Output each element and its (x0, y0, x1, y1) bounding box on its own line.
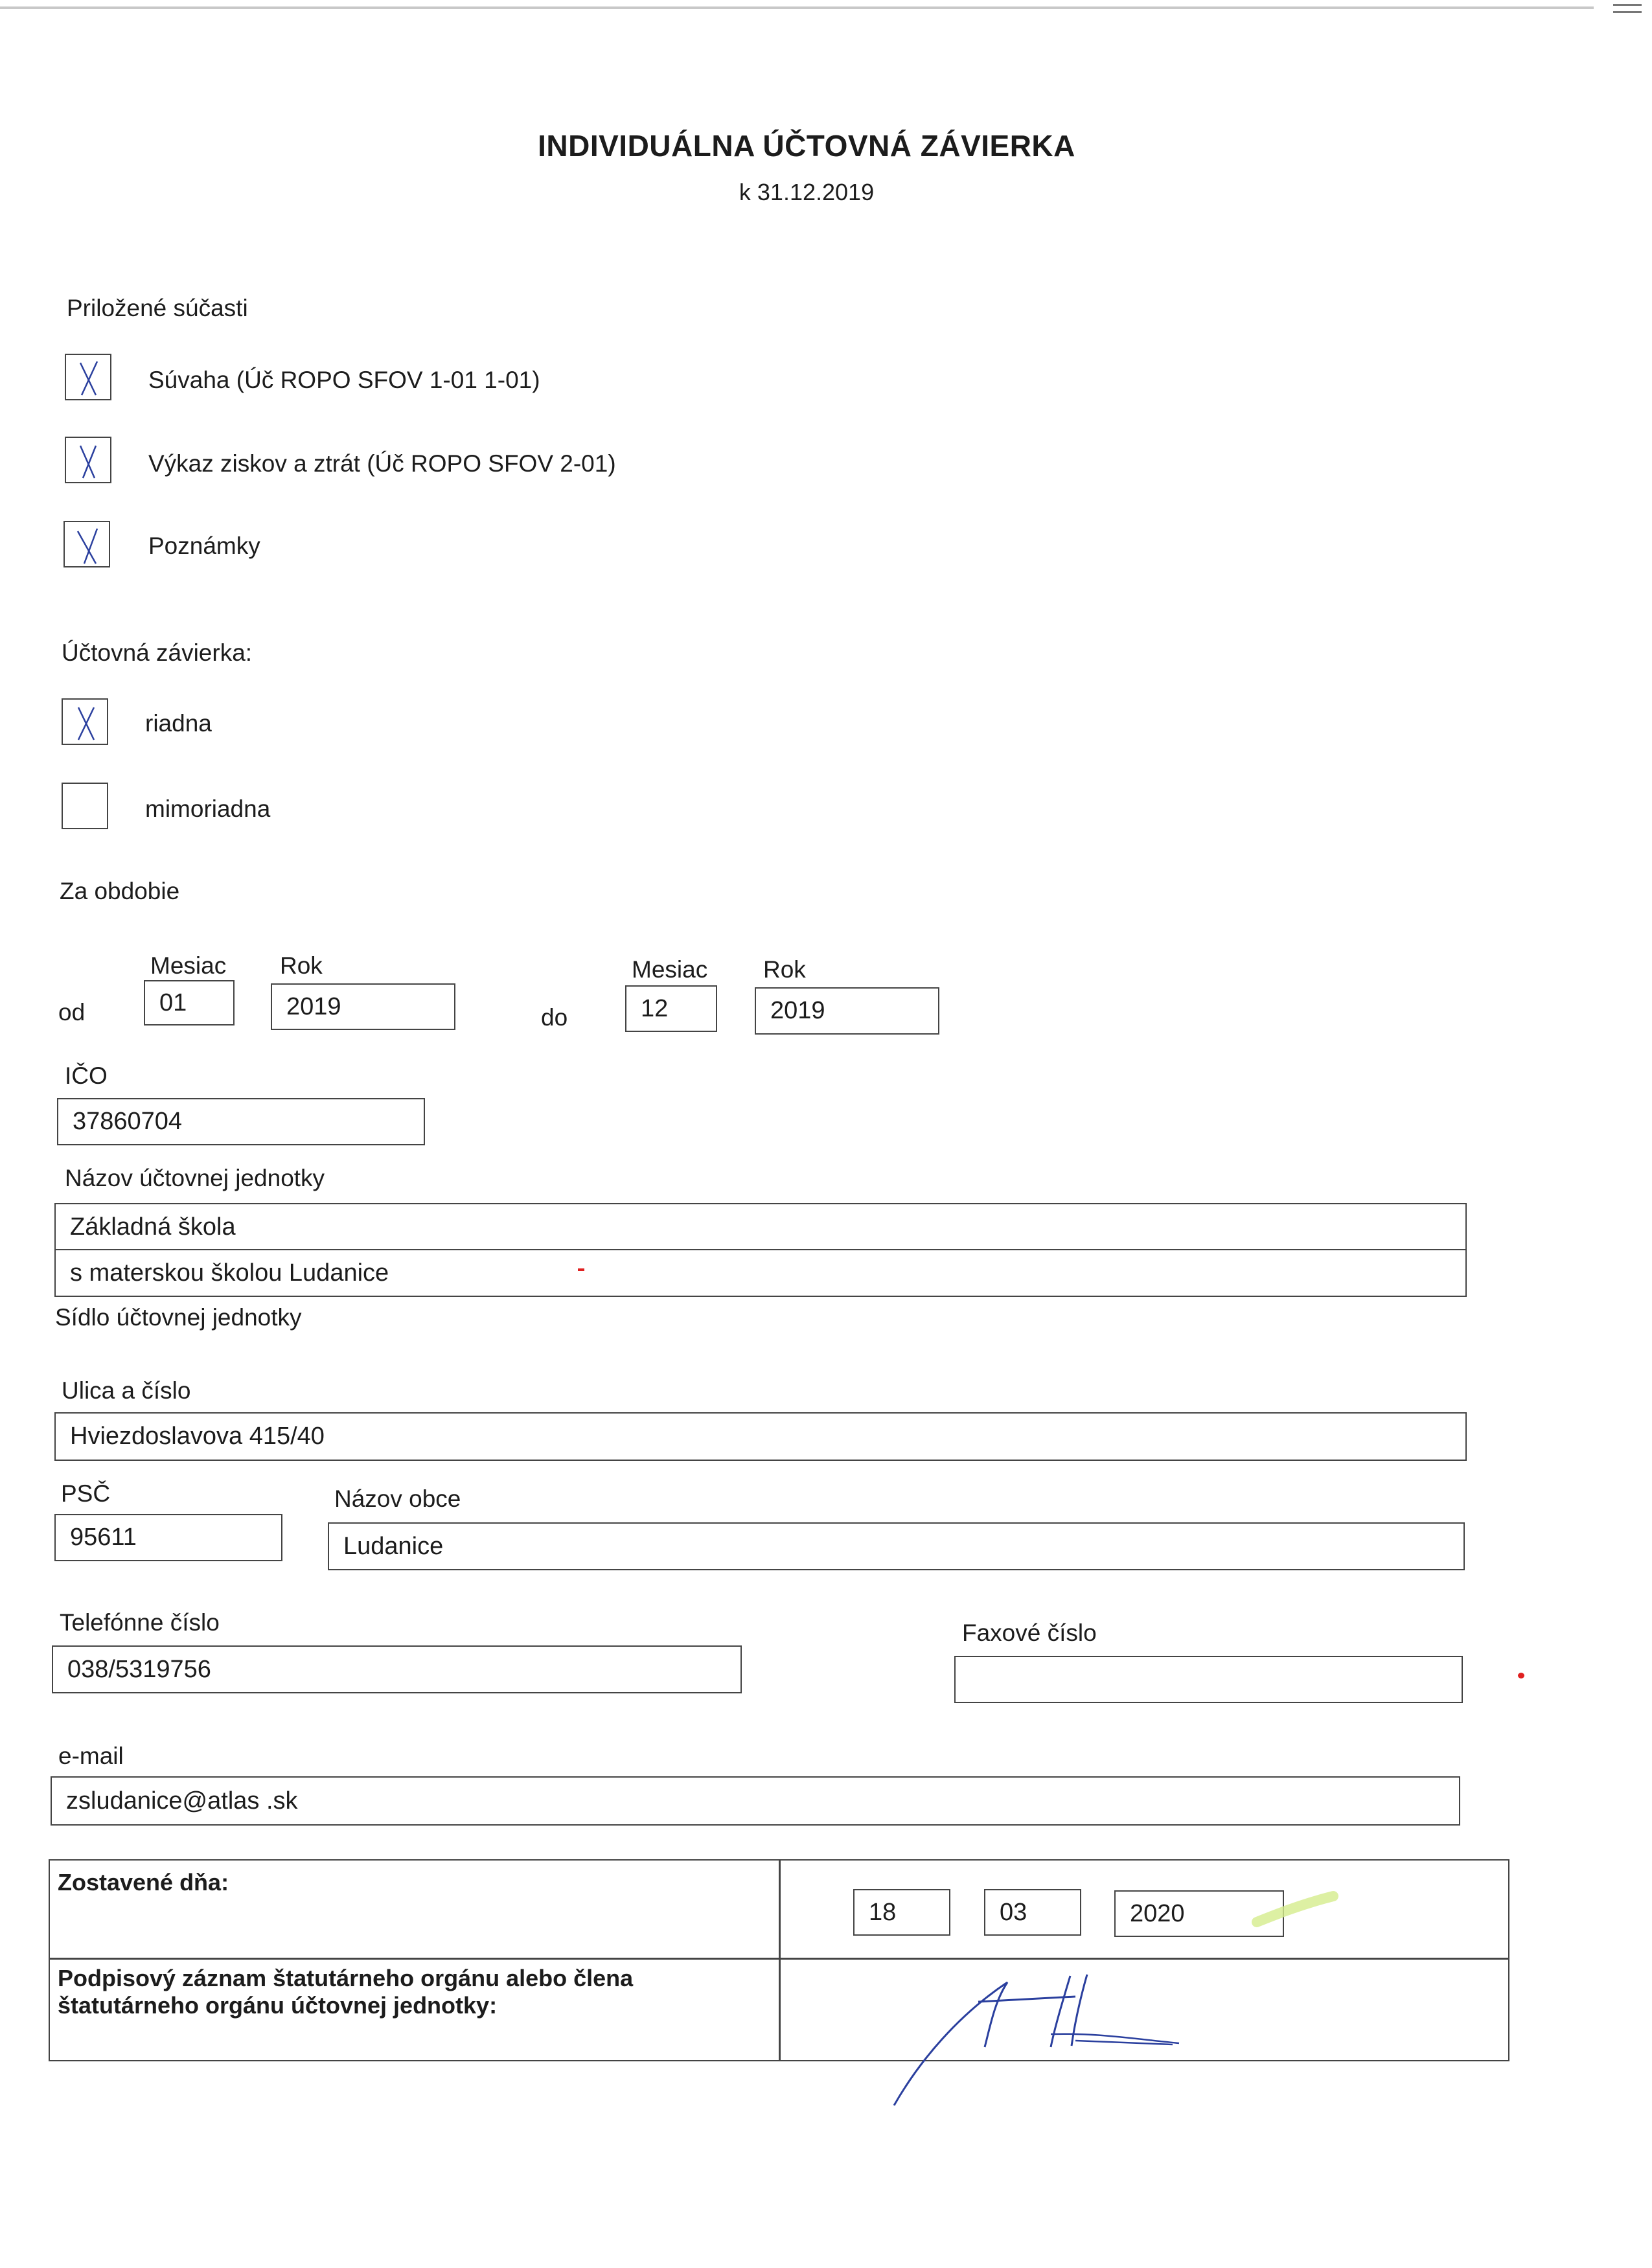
signature-label-line2: štatutárneho orgánu účtovnej jednotky: (58, 1992, 498, 2019)
compiled-day-field[interactable]: 18 (853, 1889, 950, 1936)
municipality-label: Názov obce (334, 1485, 461, 1512)
checkbox-label-mimoriadna: mimoriadna (145, 796, 271, 822)
to-month-field[interactable]: 12 (625, 985, 717, 1032)
check-x-icon (66, 355, 113, 402)
red-speck (1518, 1673, 1524, 1678)
from-year-label: Rok (280, 952, 323, 979)
email-label: e-mail (58, 1743, 124, 1769)
checkbox-label-riadna: riadna (145, 710, 212, 737)
ico-label: IČO (65, 1062, 108, 1089)
compiled-month-field[interactable]: 03 (984, 1889, 1081, 1936)
psc-field[interactable]: 95611 (54, 1514, 282, 1561)
check-x-icon (63, 700, 109, 746)
municipality-field[interactable]: Ludanice (328, 1522, 1465, 1570)
checkbox-label-vykaz: Výkaz ziskov a ztrát (Úč ROPO SFOV 2-01) (148, 450, 616, 477)
to-label: do (541, 1004, 568, 1031)
attachments-heading: Priložené súčasti (67, 295, 248, 321)
handwritten-signature (881, 1956, 1218, 2125)
signature-label-line1: Podpisový záznam štatutárneho orgánu alebo člena (58, 1965, 634, 1991)
entity-name-line2-field[interactable]: s materskou školou Ludanice (54, 1249, 1467, 1297)
from-year-field[interactable]: 2019 (271, 983, 455, 1030)
check-x-icon (65, 522, 111, 569)
checkbox-vykaz[interactable] (65, 437, 111, 483)
seat-label: Sídlo účtovnej jednotky (55, 1304, 302, 1331)
document-subtitle: k 31.12.2019 (739, 179, 875, 205)
ico-field[interactable]: 37860704 (57, 1098, 425, 1145)
email-field[interactable]: zsludanice@atlas .sk (51, 1776, 1460, 1826)
fax-field[interactable] (954, 1656, 1463, 1703)
period-heading: Za obdobie (60, 878, 180, 904)
table-divider-vertical (779, 1861, 781, 2060)
to-month-label: Mesiac (632, 956, 708, 983)
street-label: Ulica a číslo (62, 1377, 191, 1404)
checkbox-label-poznamky: Poznámky (148, 533, 260, 559)
table-divider-horizontal (50, 1958, 1508, 1960)
document-title: INDIVIDUÁLNA ÚČTOVNÁ ZÁVIERKA (538, 129, 1075, 163)
compiled-date-label: Zostavené dňa: (58, 1869, 229, 1896)
fax-label: Faxové číslo (962, 1620, 1097, 1646)
from-month-label: Mesiac (150, 952, 227, 979)
from-month-field[interactable]: 01 (144, 980, 235, 1025)
closing-type-heading: Účtovná závierka: (62, 639, 253, 666)
phone-label: Telefónne číslo (60, 1609, 220, 1636)
entity-name-line1-field[interactable]: Základná škola (54, 1203, 1467, 1251)
scan-top-edge (0, 6, 1594, 9)
checkbox-riadna[interactable] (62, 698, 108, 745)
phone-field[interactable]: 038/5319756 (52, 1645, 742, 1693)
psc-label: PSČ (61, 1480, 111, 1507)
scan-corner-mark (1613, 4, 1642, 13)
to-year-field[interactable]: 2019 (755, 987, 939, 1035)
highlighter-mark (1250, 1888, 1341, 1934)
checkbox-label-suvaha: Súvaha (Úč ROPO SFOV 1-01 1-01) (148, 367, 540, 393)
entity-name-label: Názov účtovnej jednotky (65, 1165, 325, 1191)
check-x-icon (66, 438, 113, 485)
to-year-label: Rok (763, 956, 806, 983)
checkbox-poznamky[interactable] (63, 521, 110, 567)
red-speck (578, 1268, 584, 1271)
checkbox-suvaha[interactable] (65, 354, 111, 400)
compiled-year-field[interactable]: 2020 (1114, 1890, 1284, 1937)
street-field[interactable]: Hviezdoslavova 415/40 (54, 1412, 1467, 1461)
from-label: od (58, 999, 86, 1025)
checkbox-mimoriadna[interactable] (62, 783, 108, 829)
